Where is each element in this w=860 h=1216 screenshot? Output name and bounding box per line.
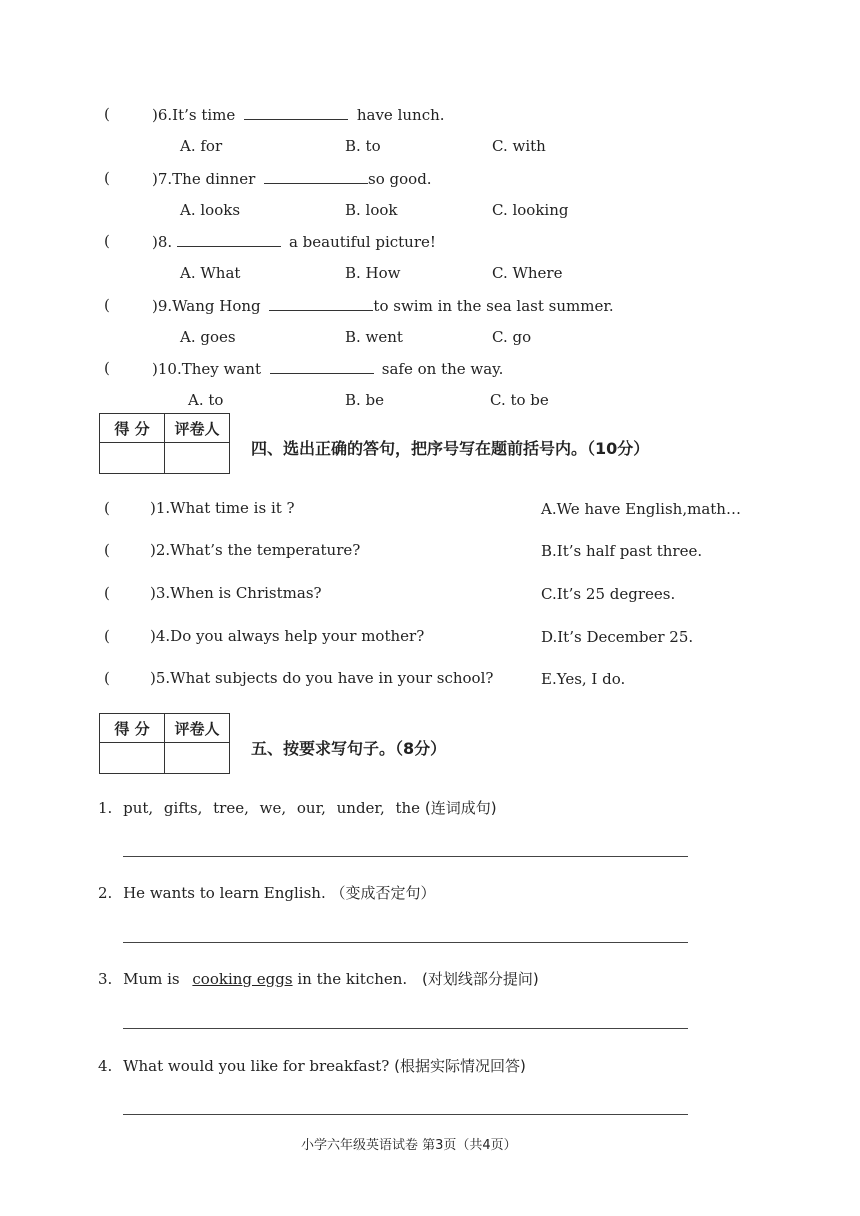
question-text-post: so good. [368,170,432,188]
question-text-post: to swim in the sea last summer. [373,297,614,315]
grader-label: 评卷人 [165,414,230,443]
question-text: What time is it ? [170,499,295,517]
option-b: B. to [345,137,381,155]
option-a: A. for [180,137,223,155]
item-underlined-phrase: cooking eggs [192,970,293,988]
item-number: 2. [98,884,113,902]
answer-line[interactable] [123,856,688,857]
item-instruction: （变成否定句） [330,884,436,902]
question-number: )3. [150,584,171,602]
question-number: )1. [150,499,171,517]
answer-paren[interactable]: ( [104,541,110,559]
question-text-pre: They want [181,360,261,378]
section4-title: 四、选出正确的答句，把序号写在题前括号内。（10分） [251,439,650,458]
option-b: B. look [345,201,398,219]
question-text: What subjects do you have in your school? [170,669,494,687]
answer-paren[interactable]: ( [104,169,110,187]
option-a: A. goes [180,328,236,346]
fill-blank[interactable] [264,169,368,184]
answer-paren[interactable]: ( [104,296,110,314]
answer-paren[interactable]: ( [104,669,110,687]
answer-option: D.It’s December 25. [541,628,694,646]
option-c: C. to be [490,391,549,409]
item-number: 1. [98,799,113,817]
score-cell[interactable] [100,443,165,474]
question-text-pre: The dinner [172,170,256,188]
question-number: )9. [152,297,173,315]
score-label: 得 分 [100,414,165,443]
question-number: )8. [152,233,173,251]
option-c: C. with [492,137,546,155]
question-number: )5. [150,669,171,687]
answer-paren[interactable]: ( [104,584,110,602]
score-cell[interactable] [100,743,165,774]
item-text: put, gifts, tree, we, our, under, the [123,799,421,817]
option-c: C. go [492,328,532,346]
answer-option: C.It’s 25 degrees. [541,585,676,603]
page-footer: 小学六年级英语试卷 第3页（共4页） [301,1138,517,1153]
answer-paren[interactable]: ( [104,232,110,250]
question-text-pre: It’s time [172,106,236,124]
item-text-pre: Mum is [123,970,180,988]
score-box-section5 [99,713,230,774]
answer-paren[interactable]: ( [104,499,110,517]
option-b: B. be [345,391,385,409]
question-number: )7. [152,170,173,188]
item-text: He wants to learn English. [123,884,326,902]
item-text-post: in the kitchen. [297,970,408,988]
fill-blank[interactable] [177,232,281,247]
score-box-section4 [99,413,230,474]
answer-paren[interactable]: ( [104,627,110,645]
option-b: B. How [345,264,401,282]
answer-paren[interactable]: ( [104,359,110,377]
score-label: 得 分 [100,714,165,743]
question-number: )10. [152,360,182,378]
item-number: 4. [98,1057,113,1075]
question-number: )2. [150,541,171,559]
item-number: 3. [98,970,113,988]
answer-option: A.We have English,math… [541,500,741,518]
question-number: )6. [152,106,173,124]
option-c: C. Where [492,264,563,282]
item-instruction: (连词成句) [424,799,497,817]
fill-blank[interactable] [244,105,348,120]
answer-line[interactable] [123,942,688,943]
option-a: A. What [180,264,241,282]
grader-cell[interactable] [165,743,230,774]
item-text: What would you like for breakfast? [123,1057,390,1075]
question-text-pre: Wang Hong [172,297,261,315]
option-a: A. looks [180,201,241,219]
question-text-post: a beautiful picture! [288,233,436,251]
answer-line[interactable] [123,1028,688,1029]
answer-line[interactable] [123,1114,688,1115]
question-text: Do you always help your mother? [170,627,425,645]
answer-option: E.Yes, I do. [541,670,626,688]
fill-blank[interactable] [269,296,373,311]
answer-option: B.It’s half past three. [541,542,703,560]
question-text: What’s the temperature? [170,541,361,559]
grader-cell[interactable] [165,443,230,474]
answer-paren[interactable]: ( [104,105,110,123]
item-instruction: (根据实际情况回答) [394,1057,526,1075]
grader-label: 评卷人 [165,714,230,743]
option-b: B. went [345,328,403,346]
option-c: C. looking [492,201,569,219]
item-instruction: (对划线部分提问) [421,970,539,988]
option-a: A. to [188,391,224,409]
fill-blank[interactable] [270,359,374,374]
section5-title: 五、按要求写句子。（8分） [251,739,447,758]
question-text-post: have lunch. [356,106,445,124]
question-number: )4. [150,627,171,645]
question-text-post: safe on the way. [381,360,504,378]
question-text: When is Christmas? [170,584,322,602]
